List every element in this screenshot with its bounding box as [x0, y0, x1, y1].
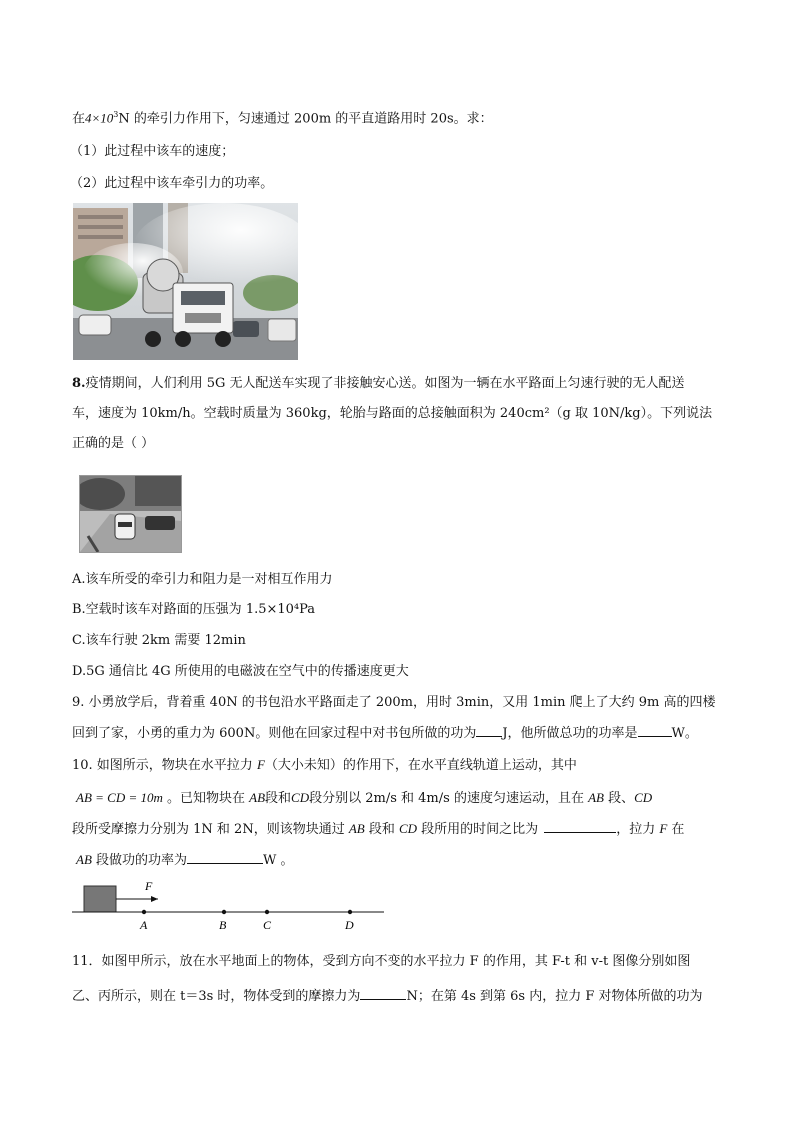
sprayer-truck-photo [73, 203, 298, 360]
sub-question-2: （2）此过程中该车牵引力的功率。 [70, 176, 274, 191]
q10-text-1b: （大小未知）的作用下，在水平直线轨道上运动，其中 [264, 758, 577, 773]
q10-text-4b: 段做功的功率为 [91, 853, 188, 868]
q10-blank-1 [544, 820, 616, 833]
q8-line-3: 正确的是（ ） [72, 436, 155, 451]
q10-text-3b: 段和 [364, 822, 399, 837]
q10-text-2b: 段分别以 2m/s 和 4m/s 的速度匀速运动，且在 [309, 791, 589, 806]
q11-text-b: N；在第 4s 到第 6s 内，拉力 F 对物体所做的功为 [406, 989, 703, 1004]
q9-blank-2 [638, 724, 672, 737]
q10-track-diagram [72, 876, 392, 934]
intro-line [72, 106, 493, 128]
q10-line-2 [76, 789, 652, 808]
q10-text-1a: 10. 如图所示，物块在水平拉力 [72, 758, 257, 773]
force-exponent: 3 [113, 110, 119, 119]
block [84, 886, 116, 912]
q10-line-1 [72, 756, 577, 775]
point-a [142, 910, 146, 914]
q9-line-1: 9. 小勇放学后，背着重 40N 的书包沿水平路面走了 200m，用时 3min，又用 1min 爬上了大约 9m 高的四楼 [72, 695, 716, 710]
force-unit: N [118, 111, 130, 127]
q10-ab-2: AB [588, 790, 604, 805]
delivery-robot-photo [79, 475, 182, 553]
q10-ab-4: AB [76, 852, 92, 867]
q9-blank-1 [476, 724, 502, 737]
q10-blank-2 [187, 851, 263, 864]
q10-seg-word: 段和 [265, 791, 292, 806]
q11-text-a: 乙、丙所示，则在 t＝3s 时，物体受到的摩擦力为 [72, 989, 361, 1004]
point-c [265, 910, 269, 914]
q8-line-2: 车，速度为 10km/h。空载时质量为 360kg，轮胎与路面的总接触面积为 240cm²（g 取 10N/kg）。下列说法 [72, 406, 713, 421]
point-b [222, 910, 226, 914]
q10-force-symbol-2: F [659, 821, 668, 836]
q8-number: 8. [72, 376, 86, 391]
q8-option-a: A.该车所受的牵引力和阻力是一对相互作用力 [72, 572, 333, 587]
q10-cd-3: CD [398, 821, 418, 836]
force-label: F [145, 879, 153, 893]
q8-line-1 [72, 375, 685, 393]
q10-equation: AB = CD = 10m [76, 790, 163, 805]
point-d [348, 910, 352, 914]
q11-blank-1 [360, 987, 406, 1000]
label-b: B [219, 918, 227, 932]
q10-cd-1: CD [291, 790, 310, 805]
q10-cd-2: CD [634, 790, 653, 805]
intro-prefix: 在 [72, 111, 86, 127]
q10-line-4 [76, 851, 294, 870]
q10-text-3c: 段所用的时间之比为 [417, 822, 539, 837]
label-c: C [263, 918, 272, 932]
force-value: 4×10 [85, 110, 114, 126]
sub-question-1: （1）此过程中该车的速度； [70, 144, 235, 159]
label-a: A [140, 918, 148, 932]
intro-rest: 的牵引力作用下，匀速通过 200m 的平直道路用时 20s。求： [129, 111, 493, 127]
q9-line-2 [72, 724, 698, 743]
q9-text-c: W。 [671, 726, 698, 741]
q10-ab-1: AB [249, 790, 266, 805]
q10-text-3e: 在 [667, 822, 685, 837]
q8-option-d: D.5G 通信比 4G 所使用的电磁波在空气中的传播速度更大 [72, 664, 409, 679]
q10-text-3a: 段所受摩擦力分别为 1N 和 2N，则该物块通过 [72, 822, 349, 837]
arrow-head [151, 896, 158, 902]
q9-text-a: 回到了家，小勇的重力为 600N。则他在回家过程中对书包所做的功为 [72, 726, 477, 741]
q11-line-1: 11．如图甲所示，放在水平地面上的物体，受到方向不变的水平拉力 F 的作用，其 F-t 和 v-t 图像分别如图 [72, 954, 691, 969]
q9-text-b: J，他所做总功的功率是 [502, 726, 638, 741]
q10-text-4c: W 。 [263, 853, 294, 868]
q10-text-2c: 段、 [603, 791, 635, 806]
q11-line-2 [72, 987, 703, 1006]
q10-text-2a: 。已知物块在 [162, 791, 250, 806]
q8-option-b: B.空载时该车对路面的压强为 1.5×10⁴Pa [72, 602, 316, 617]
label-d: D [345, 918, 354, 932]
q10-ab-3: AB [348, 821, 365, 836]
q10-force-symbol: F [256, 757, 265, 772]
q10-line-3 [72, 820, 684, 839]
q8-option-c: C.该车行驶 2km 需要 12min [72, 633, 246, 648]
q10-text-3d: ，拉力 [616, 822, 660, 837]
q8-text-1: 疫情期间，人们利用 5G 无人配送车实现了非接触安心送。如图为一辆在水平路面上匀速行驶的无人配送 [85, 376, 685, 391]
